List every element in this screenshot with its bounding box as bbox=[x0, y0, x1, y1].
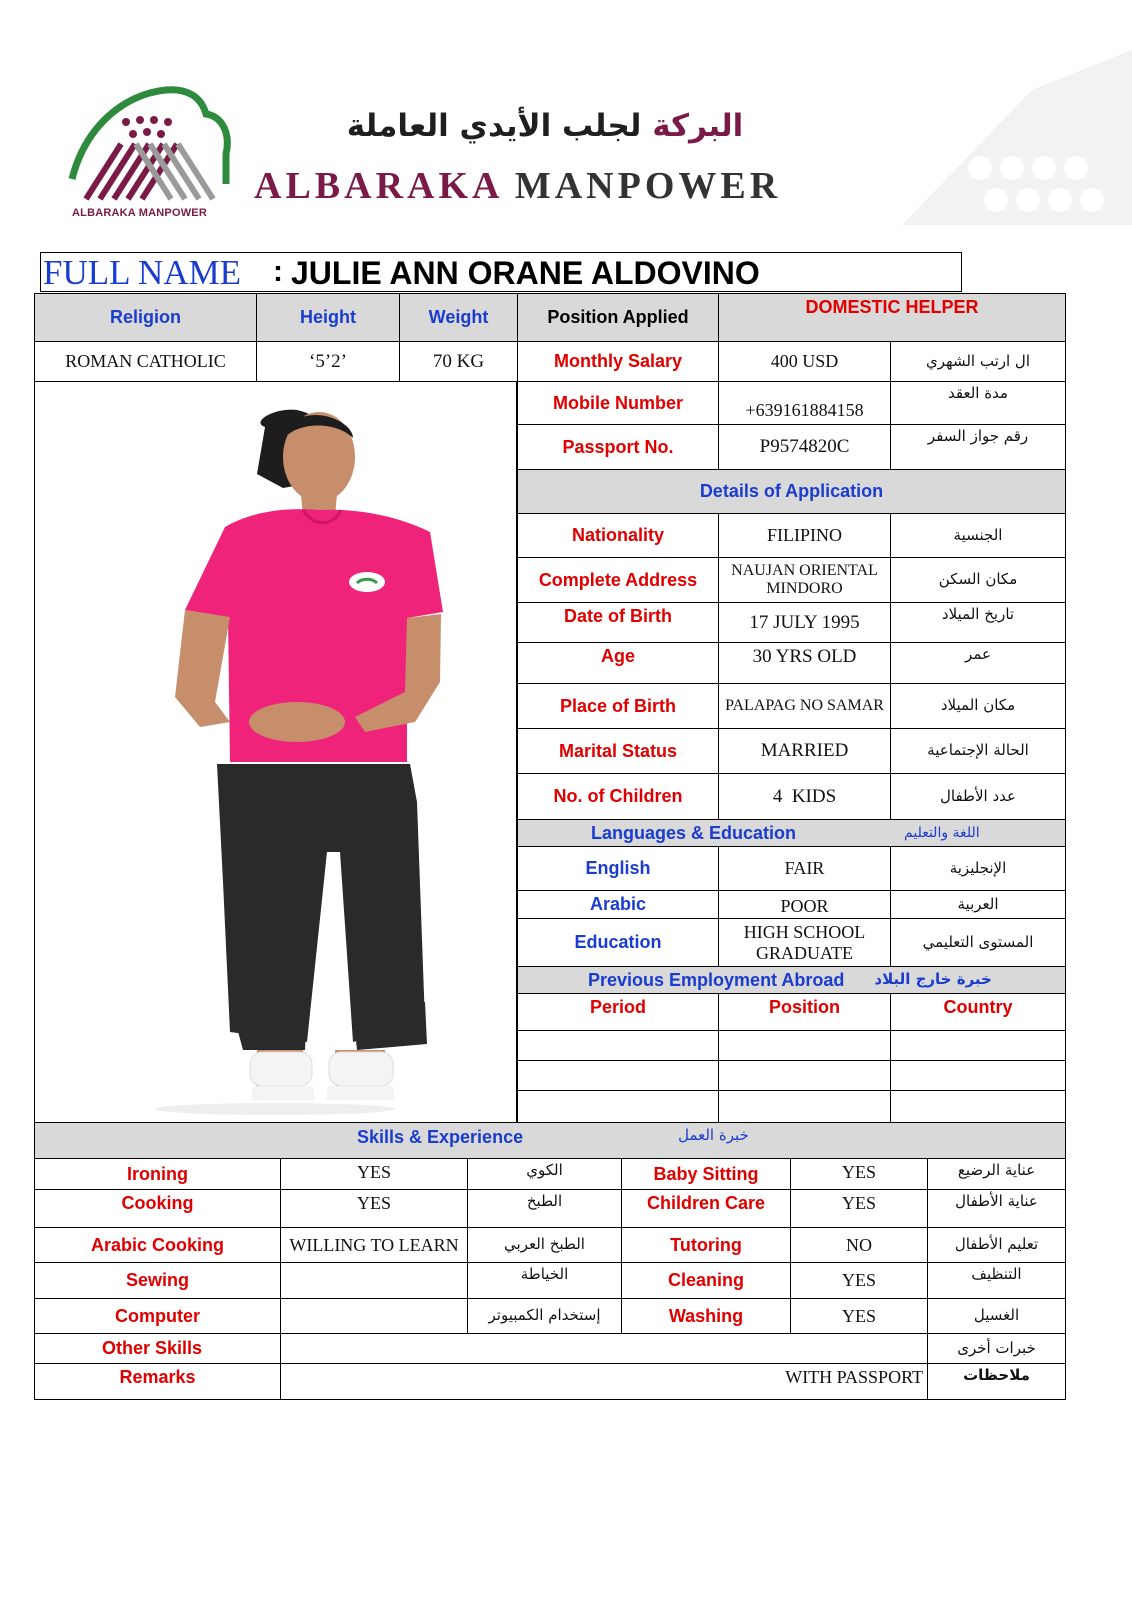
period-column-header: Period bbox=[517, 993, 719, 1031]
arabic-label: Arabic bbox=[517, 890, 719, 919]
address-value: NAUJAN ORIENTAL MINDORO bbox=[718, 557, 891, 603]
height-value: ‘5’2’ bbox=[256, 341, 400, 382]
education-value: HIGH SCHOOL GRADUATE bbox=[718, 918, 891, 967]
skill-sewing-value bbox=[280, 1262, 468, 1299]
passport-label: Passport No. bbox=[517, 424, 719, 470]
skill-tutoring-value: NO bbox=[790, 1227, 928, 1263]
birthplace-value: PALAPAG NO SAMAR bbox=[718, 683, 891, 729]
salary-label: Monthly Salary bbox=[517, 341, 719, 382]
age-value: 30 YRS OLD bbox=[718, 642, 891, 684]
company-name-arabic-part1: البركة bbox=[652, 108, 744, 144]
dob-value: 17 JULY 1995 bbox=[718, 602, 891, 643]
position-header: Position Applied bbox=[517, 293, 719, 342]
full-name-colon: : bbox=[273, 255, 283, 288]
skill-cleaning-value: YES bbox=[790, 1262, 928, 1299]
nationality-value: FILIPINO bbox=[718, 513, 891, 558]
languages-title: Languages & Education bbox=[591, 822, 797, 843]
skills-title-arabic: خبرة العمل bbox=[678, 1126, 749, 1144]
skill-baby-sitting-value: YES bbox=[790, 1158, 928, 1190]
religion-value: ROMAN CATHOLIC bbox=[34, 341, 257, 382]
company-name-english-part1: ALBARAKA bbox=[254, 165, 502, 207]
skills-title: Skills & Experience bbox=[357, 1127, 524, 1147]
education-label-arabic: المستوى التعليمي bbox=[890, 918, 1066, 967]
details-title: Details of Application bbox=[517, 469, 1066, 514]
mobile-label-arabic: مدة العقد bbox=[890, 381, 1066, 425]
other-skills-label: Other Skills bbox=[34, 1333, 281, 1364]
education-label: Education bbox=[517, 918, 719, 967]
full-name-value: JULIE ANN ORANE ALDOVINO bbox=[291, 255, 760, 291]
skill-computer-label: Computer bbox=[34, 1298, 281, 1334]
age-label: Age bbox=[517, 642, 719, 684]
mobile-value: +639161884158 bbox=[718, 381, 891, 425]
employment-title-arabic: خبرة خارج البلاد bbox=[874, 970, 992, 989]
skill-tutoring-arabic: تعليم الأطفال bbox=[927, 1227, 1066, 1263]
skill-ironing-value: YES bbox=[280, 1158, 468, 1190]
logo-caption: ALBARAKA MANPOWER bbox=[72, 207, 207, 219]
skill-ironing-label: Ironing bbox=[34, 1158, 281, 1190]
skill-computer-arabic: إستخدام الكمبيوتر bbox=[467, 1298, 622, 1334]
skill-sewing-label: Sewing bbox=[34, 1262, 281, 1299]
skill-children-care-value: YES bbox=[790, 1189, 928, 1228]
full-name-box bbox=[40, 252, 962, 292]
skill-baby-sitting-arabic: عناية الرضيع bbox=[927, 1158, 1066, 1190]
full-name-label: FULL NAME bbox=[43, 253, 242, 292]
skill-washing-arabic: الغسيل bbox=[927, 1298, 1066, 1334]
height-header: Height bbox=[256, 293, 400, 342]
children-label-arabic: عدد الأطفال bbox=[890, 773, 1066, 820]
employment-cell bbox=[890, 1030, 1066, 1061]
company-name-arabic-part2: لجلب الأيدي العاملة bbox=[346, 108, 642, 144]
english-value: FAIR bbox=[718, 846, 891, 891]
employment-cell bbox=[890, 1060, 1066, 1091]
employment-cell bbox=[517, 1090, 719, 1123]
remarks-label: Remarks bbox=[34, 1363, 281, 1400]
weight-header: Weight bbox=[399, 293, 518, 342]
employment-title: Previous Employment Abroad bbox=[588, 969, 845, 990]
weight-value: 70 KG bbox=[399, 341, 518, 382]
skill-children-care-arabic: عناية الأطفال bbox=[927, 1189, 1066, 1228]
skill-cleaning-arabic: التنظيف bbox=[927, 1262, 1066, 1299]
mobile-label: Mobile Number bbox=[517, 381, 719, 425]
other-skills-arabic: خبرات أخرى bbox=[927, 1333, 1066, 1364]
employment-cell bbox=[890, 1090, 1066, 1123]
watermark-logo bbox=[882, 50, 1132, 230]
salary-label-arabic: ال ارتب الشهري bbox=[890, 341, 1066, 382]
remarks-arabic: ملاحظات bbox=[927, 1363, 1066, 1400]
employment-cell bbox=[517, 1030, 719, 1061]
employment-cell bbox=[517, 1060, 719, 1091]
skill-washing-value: YES bbox=[790, 1298, 928, 1334]
skill-baby-sitting-label: Baby Sitting bbox=[621, 1158, 791, 1190]
company-name-arabic bbox=[250, 108, 840, 144]
languages-header bbox=[517, 819, 1066, 847]
company-logo bbox=[66, 84, 236, 224]
skill-arabic-cooking-label: Arabic Cooking bbox=[34, 1227, 281, 1263]
candidate-photo bbox=[34, 381, 517, 1123]
arabic-label-arabic: العربية bbox=[890, 890, 1066, 919]
languages-title-arabic: اللغة والتعليم bbox=[904, 824, 980, 841]
address-label-arabic: مكان السكن bbox=[890, 557, 1066, 603]
salary-value: 400 USD bbox=[718, 341, 891, 382]
employment-cell bbox=[718, 1030, 891, 1061]
children-value: 4 KIDS bbox=[718, 773, 891, 820]
skill-cooking-label: Cooking bbox=[34, 1189, 281, 1228]
skill-washing-label: Washing bbox=[621, 1298, 791, 1334]
company-name-english bbox=[254, 164, 781, 208]
nationality-label-arabic: الجنسية bbox=[890, 513, 1066, 558]
skill-cleaning-label: Cleaning bbox=[621, 1262, 791, 1299]
passport-value: P9574820C bbox=[718, 424, 891, 470]
arabic-value: POOR bbox=[718, 890, 891, 919]
skills-header bbox=[34, 1122, 1066, 1159]
skill-children-care-label: Children Care bbox=[621, 1189, 791, 1228]
nationality-label: Nationality bbox=[517, 513, 719, 558]
company-name-english-part2: MANPOWER bbox=[514, 165, 782, 207]
country-column-header: Country bbox=[890, 993, 1066, 1031]
position-column-header: Position bbox=[718, 993, 891, 1031]
skill-cooking-value: YES bbox=[280, 1189, 468, 1228]
employment-cell bbox=[718, 1090, 891, 1123]
employment-header bbox=[517, 966, 1066, 994]
birthplace-label: Place of Birth bbox=[517, 683, 719, 729]
address-label: Complete Address bbox=[517, 557, 719, 603]
dob-label-arabic: تاريخ الميلاد bbox=[890, 602, 1066, 643]
passport-label-arabic: رقم جواز السفر bbox=[890, 424, 1066, 470]
age-label-arabic: عمر bbox=[890, 642, 1066, 684]
skill-sewing-arabic: الخياطة bbox=[467, 1262, 622, 1299]
marital-status-label: Marital Status bbox=[517, 728, 719, 774]
other-skills-value bbox=[280, 1333, 928, 1364]
skill-arabic-cooking-value: WILLING TO LEARN bbox=[280, 1227, 468, 1263]
english-label-arabic: الإنجليزية bbox=[890, 846, 1066, 891]
position-value: DOMESTIC HELPER bbox=[718, 293, 1066, 342]
remarks-value: WITH PASSPORT bbox=[280, 1363, 928, 1400]
skill-cooking-arabic: الطبخ bbox=[467, 1189, 622, 1228]
employment-cell bbox=[718, 1060, 891, 1091]
english-label: English bbox=[517, 846, 719, 891]
birthplace-label-arabic: مكان الميلاد bbox=[890, 683, 1066, 729]
skill-tutoring-label: Tutoring bbox=[621, 1227, 791, 1263]
religion-header: Religion bbox=[34, 293, 257, 342]
dob-label: Date of Birth bbox=[517, 602, 719, 643]
skill-computer-value bbox=[280, 1298, 468, 1334]
children-label: No. of Children bbox=[517, 773, 719, 820]
skill-ironing-arabic: الكوي bbox=[467, 1158, 622, 1190]
skill-arabic-cooking-arabic: الطبخ العربي bbox=[467, 1227, 622, 1263]
marital-status-value: MARRIED bbox=[718, 728, 891, 774]
marital-status-label-arabic: الحالة الإجتماعية bbox=[890, 728, 1066, 774]
